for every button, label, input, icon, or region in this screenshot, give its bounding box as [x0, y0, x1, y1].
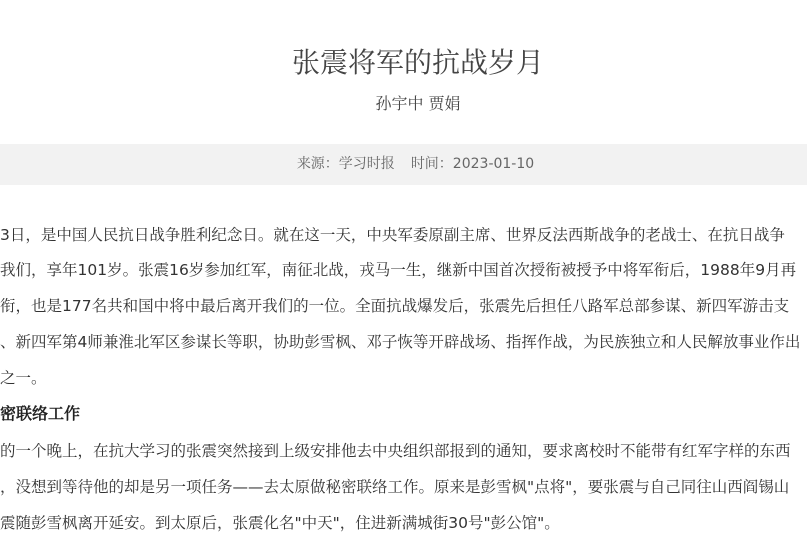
paragraph-line: ，没想到等待他的却是另一项任务——去太原做秘密联络工作。原来是彭雪枫"点将"，要张震与自己同往山西阎锡山	[0, 478, 790, 496]
publish-time-label: 时间：2023-01-10	[410, 156, 535, 172]
paragraph-line: 我们，享年101岁。张震16岁参加红军，南征北战，戎马一生，继新中国首次授衔被授予中将军衔后，1988年9月再	[0, 261, 797, 279]
paragraph-line: 之一。	[0, 369, 47, 387]
paragraph-line: 震随彭雪枫离开延安。到太原后，张震化名"中天"，住进新满城街30号"彭公馆"。	[0, 514, 560, 532]
source-label: 来源：学习时报	[296, 156, 395, 172]
article-authors: 孙宇中 贾娟	[375, 94, 461, 113]
paragraph-line: 、新四军第4师兼淮北军区参谋长等职，协助彭雪枫、邓子恢等开辟战场、指挥作战，为民族独立和人民解放事业作出	[0, 333, 801, 351]
paragraph-line: 衔，也是177名共和国中将中最后离开我们的一位。全面抗战爆发后，张震先后担任八路军总部参谋、新四军游击支	[0, 297, 790, 315]
paragraph-line: 3日，是中国人民抗日战争胜利纪念日。就在这一天，中央军委原副主席、世界反法西斯战争的老战士、在抗日战争	[0, 226, 785, 244]
section-heading: 密联络工作	[0, 404, 81, 423]
paragraph-line: 的一个晚上，在抗大学习的张震突然接到上级安排他去中央组织部报到的通知，要求离校时不能带有红军字样的东西	[0, 442, 791, 460]
article-title: 张震将军的抗战岁月	[291, 46, 544, 79]
